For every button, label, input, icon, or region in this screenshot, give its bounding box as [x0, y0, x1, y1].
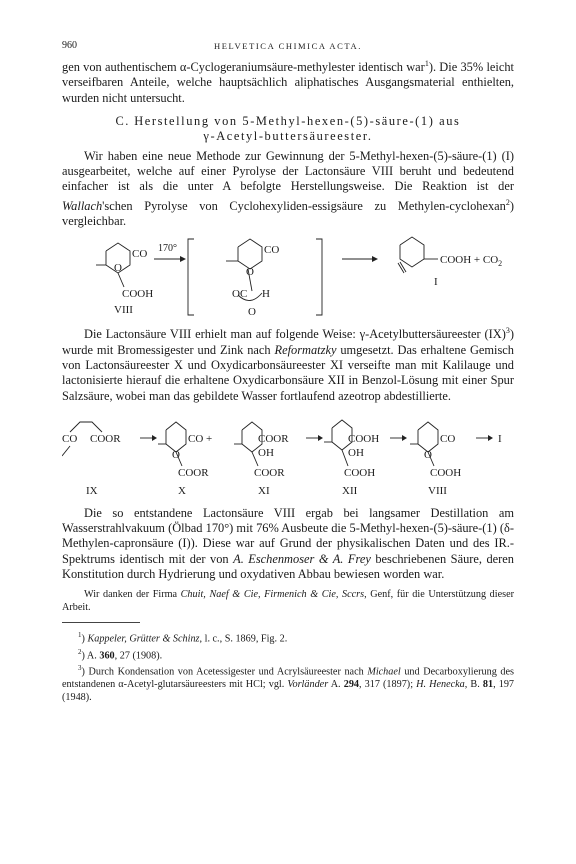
xii-cooh-top: COOH: [348, 432, 380, 445]
fn1-text: , l. c., S. 1869, Fig. 2.: [199, 633, 288, 645]
x-ring: [166, 422, 186, 452]
viii-co-b: CO: [440, 432, 456, 445]
para2-part3: ) vergleichbar.: [62, 198, 514, 228]
arrow-c-head: [402, 435, 407, 441]
temperature-label: 170°: [158, 243, 177, 255]
footnote-1: $^1$) Kappeler, Grütter & Schinz, l. c., S. 1869, Fig. 2.: [78, 631, 288, 645]
x-co: CO +: [188, 432, 213, 445]
footnote-3: $^3$) Durch Kondensation von Acetessigester und Acrylsäureester nach Michael und Decarboxylierung des entstandenen α-Acetyl-glutarsäureesters mit HCl; vgl. Vorländer A. 294, 317 (1897); H. Henecka, B. 81, 197 (1948).: [62, 664, 515, 704]
section-title-line1: Herstellung von 5-Methyl-hexen-(5)-säure-(1) aus: [134, 114, 461, 129]
footnote-ref-2[interactable]: 2: [505, 197, 510, 207]
bracket-right: [316, 239, 322, 315]
para3-part2: ) wurde mit Bromessigester und Zink nach: [62, 327, 514, 357]
fn3-volume1: 294: [343, 679, 359, 691]
section-letter: C.: [115, 114, 130, 129]
para4-part2: beschriebenen Säure, deren Konstitution durch Hydrierung und oxydativen Abbau bewiesen worden war.: [62, 551, 514, 582]
fn3-text1: Durch Kondensation von Acetessigester und Acrylsäureester nach: [88, 666, 368, 678]
footnote-2: $^2$) A. 360, 27 (1908).: [78, 647, 163, 662]
fn3-text5: , B.: [464, 679, 483, 691]
fn3-text4: , 317 (1897);: [359, 679, 417, 691]
viii-ring-b: [418, 422, 438, 452]
para2-part1: Wir haben eine neue Methode zur Gewinnung der 5-Methyl-hexen-(5)-säure-(1) (I) ausgearbeitet, welche auf einer Pyrolyse der Lactonsäure VIII beruht und bedeutend einfacher ist als die unter A befolgte Herstellungsweise. Die Reaktion ist der: [62, 148, 514, 194]
journal-title: HELVETICA CHIMICA ACTA.: [214, 41, 362, 51]
paragraph-method: [62, 149, 514, 230]
fn3-author-vorlaender: Vorländer: [287, 679, 329, 691]
fn3-author-michael: Michael: [367, 666, 401, 678]
firm-names: Chuit, Naef & Cie, Firmenich & Cie, Sccrs: [180, 589, 365, 601]
author-wallach: Wallach: [62, 198, 103, 213]
x-label: X: [178, 484, 186, 497]
ack-part2: , Genf, für die Unterstützung dieser Arbeit.: [62, 589, 514, 614]
paragraph-continuation: [62, 56, 514, 106]
running-header: [62, 40, 514, 56]
xi-coor-top: COOR: [258, 432, 289, 445]
arrow-2-head: [372, 256, 378, 262]
ts-ring: [238, 239, 262, 269]
ts-o-bottom: O: [248, 306, 256, 319]
product-label: I: [434, 276, 438, 289]
ix-label: IX: [86, 484, 98, 497]
i-ring: [400, 237, 424, 267]
viii-cooh: COOH: [122, 288, 154, 301]
ts-co: CO: [264, 244, 280, 257]
ts-oc: OC: [232, 288, 248, 301]
xii-cooh: COOH: [344, 466, 376, 479]
viii-o-b: O: [424, 448, 432, 461]
xi-coor: COOR: [254, 466, 285, 479]
viii-label-b: VIII: [428, 484, 447, 497]
bracket-left: [188, 239, 194, 315]
x-o: O: [172, 448, 180, 461]
para1-text2: ). Die 35% leicht verseifbaren Anteile, welche hauptsächlich aliphatisches Ausgangsmaterial enthielten, wurden nicht untersucht.: [62, 60, 514, 105]
para2-part2: 'schen Pyrolyse von Cyclohexyliden-essigsäure zu Methylen-cyclohexan: [102, 198, 506, 213]
para1-text: gen von authentischem α-Cyclogeraniumsäure-methylester identisch war: [62, 60, 425, 75]
footnote-ref-1[interactable]: 1: [424, 59, 429, 68]
fn3-author-henecka: H. Henecka: [416, 679, 465, 691]
product-formula: COOH + $CO_2$: [440, 254, 503, 269]
footnote-ref-3[interactable]: 3: [505, 326, 510, 336]
ix-coor: COOR: [90, 432, 121, 445]
fn2-text: , 27 (1908).: [114, 650, 163, 662]
ts-o: O: [246, 266, 254, 279]
xi-label: XI: [258, 484, 270, 497]
fn2-number: 2: [78, 647, 82, 656]
page: [62, 40, 514, 704]
section-heading: [62, 114, 514, 145]
viii-cooh-b: COOH: [430, 466, 462, 479]
final-product: I: [498, 432, 502, 445]
scheme2-svg: [62, 412, 514, 498]
authors-eschenmoser-frey: A. Eschenmoser & A. Frey: [233, 551, 371, 566]
fn3-text3: A.: [328, 679, 344, 691]
fn2-volume: 360: [99, 650, 115, 662]
fn3-volume2: 81: [482, 679, 494, 691]
arrow-1-head: [180, 256, 186, 262]
paragraph-result: [62, 506, 514, 582]
fn1-number: 1: [78, 631, 82, 640]
reaction-scheme-synthesis: [62, 412, 514, 498]
ts-h: H: [262, 288, 270, 301]
acknowledgement: [62, 588, 514, 614]
section-title-line2: γ-Acetyl-buttersäureester.: [203, 129, 373, 144]
xi-oh: OH: [258, 446, 274, 459]
footnote-divider: [62, 622, 140, 623]
viii-co: CO: [132, 248, 148, 261]
fn3-text2: und Decarboxylierung des entstandenen α-Acetyl-glutarsäureesters mit HCl; vgl.: [62, 666, 514, 691]
arrow-d-head: [488, 435, 493, 441]
ix-co: CO: [62, 432, 78, 445]
ix-chain: [70, 422, 102, 432]
paragraph-synthesis: [62, 323, 514, 404]
reaction-scheme-pyrolysis: [62, 235, 514, 319]
fn1-authors: Kappeler, Grütter & Schinz: [87, 633, 200, 645]
x-coor: COOR: [178, 466, 209, 479]
viii-side-chain: [118, 273, 124, 287]
fn2-journal: A.: [86, 650, 100, 662]
xii-label: XII: [342, 484, 358, 497]
arrow-a-head: [152, 435, 157, 441]
author-reformatzky: Reformatzky: [274, 342, 337, 357]
arrow-b-head: [318, 435, 323, 441]
xii-oh: OH: [348, 446, 364, 459]
page-number: 960: [62, 40, 77, 51]
viii-label: VIII: [114, 304, 133, 317]
ack-part1: Wir danken der Firma: [84, 589, 181, 601]
para3-part1: Die Lactonsäure VIII erhielt man auf folgende Weise: γ-Acetylbuttersäureester (IX): [84, 327, 506, 342]
para4-part1: Die so entstandene Lactonsäure VIII ergab bei langsamer Destillation am Wasserstrahlvakuum (Ölbad 170°) mit 76% Ausbeute die 5-Methyl-hexen-(5)-säure-(1) (δ-Methylen-capronsäure (I)). Diese war auf Grund der physikalischen Daten und des IR.-Spektrums identisch mit der von: [62, 505, 514, 566]
scheme1-svg: [62, 235, 514, 319]
para3-part3: umgesetzt. Das erhaltene Gemisch von Lactonsäureester X und Oxydicarbonsäureester XI verseifte man mit Kalilauge und lactonisierte hierauf die erhaltene Oxydicarbonsäure XII in Benzol-Lösung mit einer Spur Salzsäure, wobei man das gebildete Wasser fortlaufend azeotrop abdestillierte.: [62, 342, 514, 403]
fn3-number: 3: [78, 664, 82, 673]
fn3-text6: , 197 (1948).: [62, 679, 515, 704]
ix-methyl: [62, 446, 70, 456]
viii-o: O: [114, 262, 122, 275]
